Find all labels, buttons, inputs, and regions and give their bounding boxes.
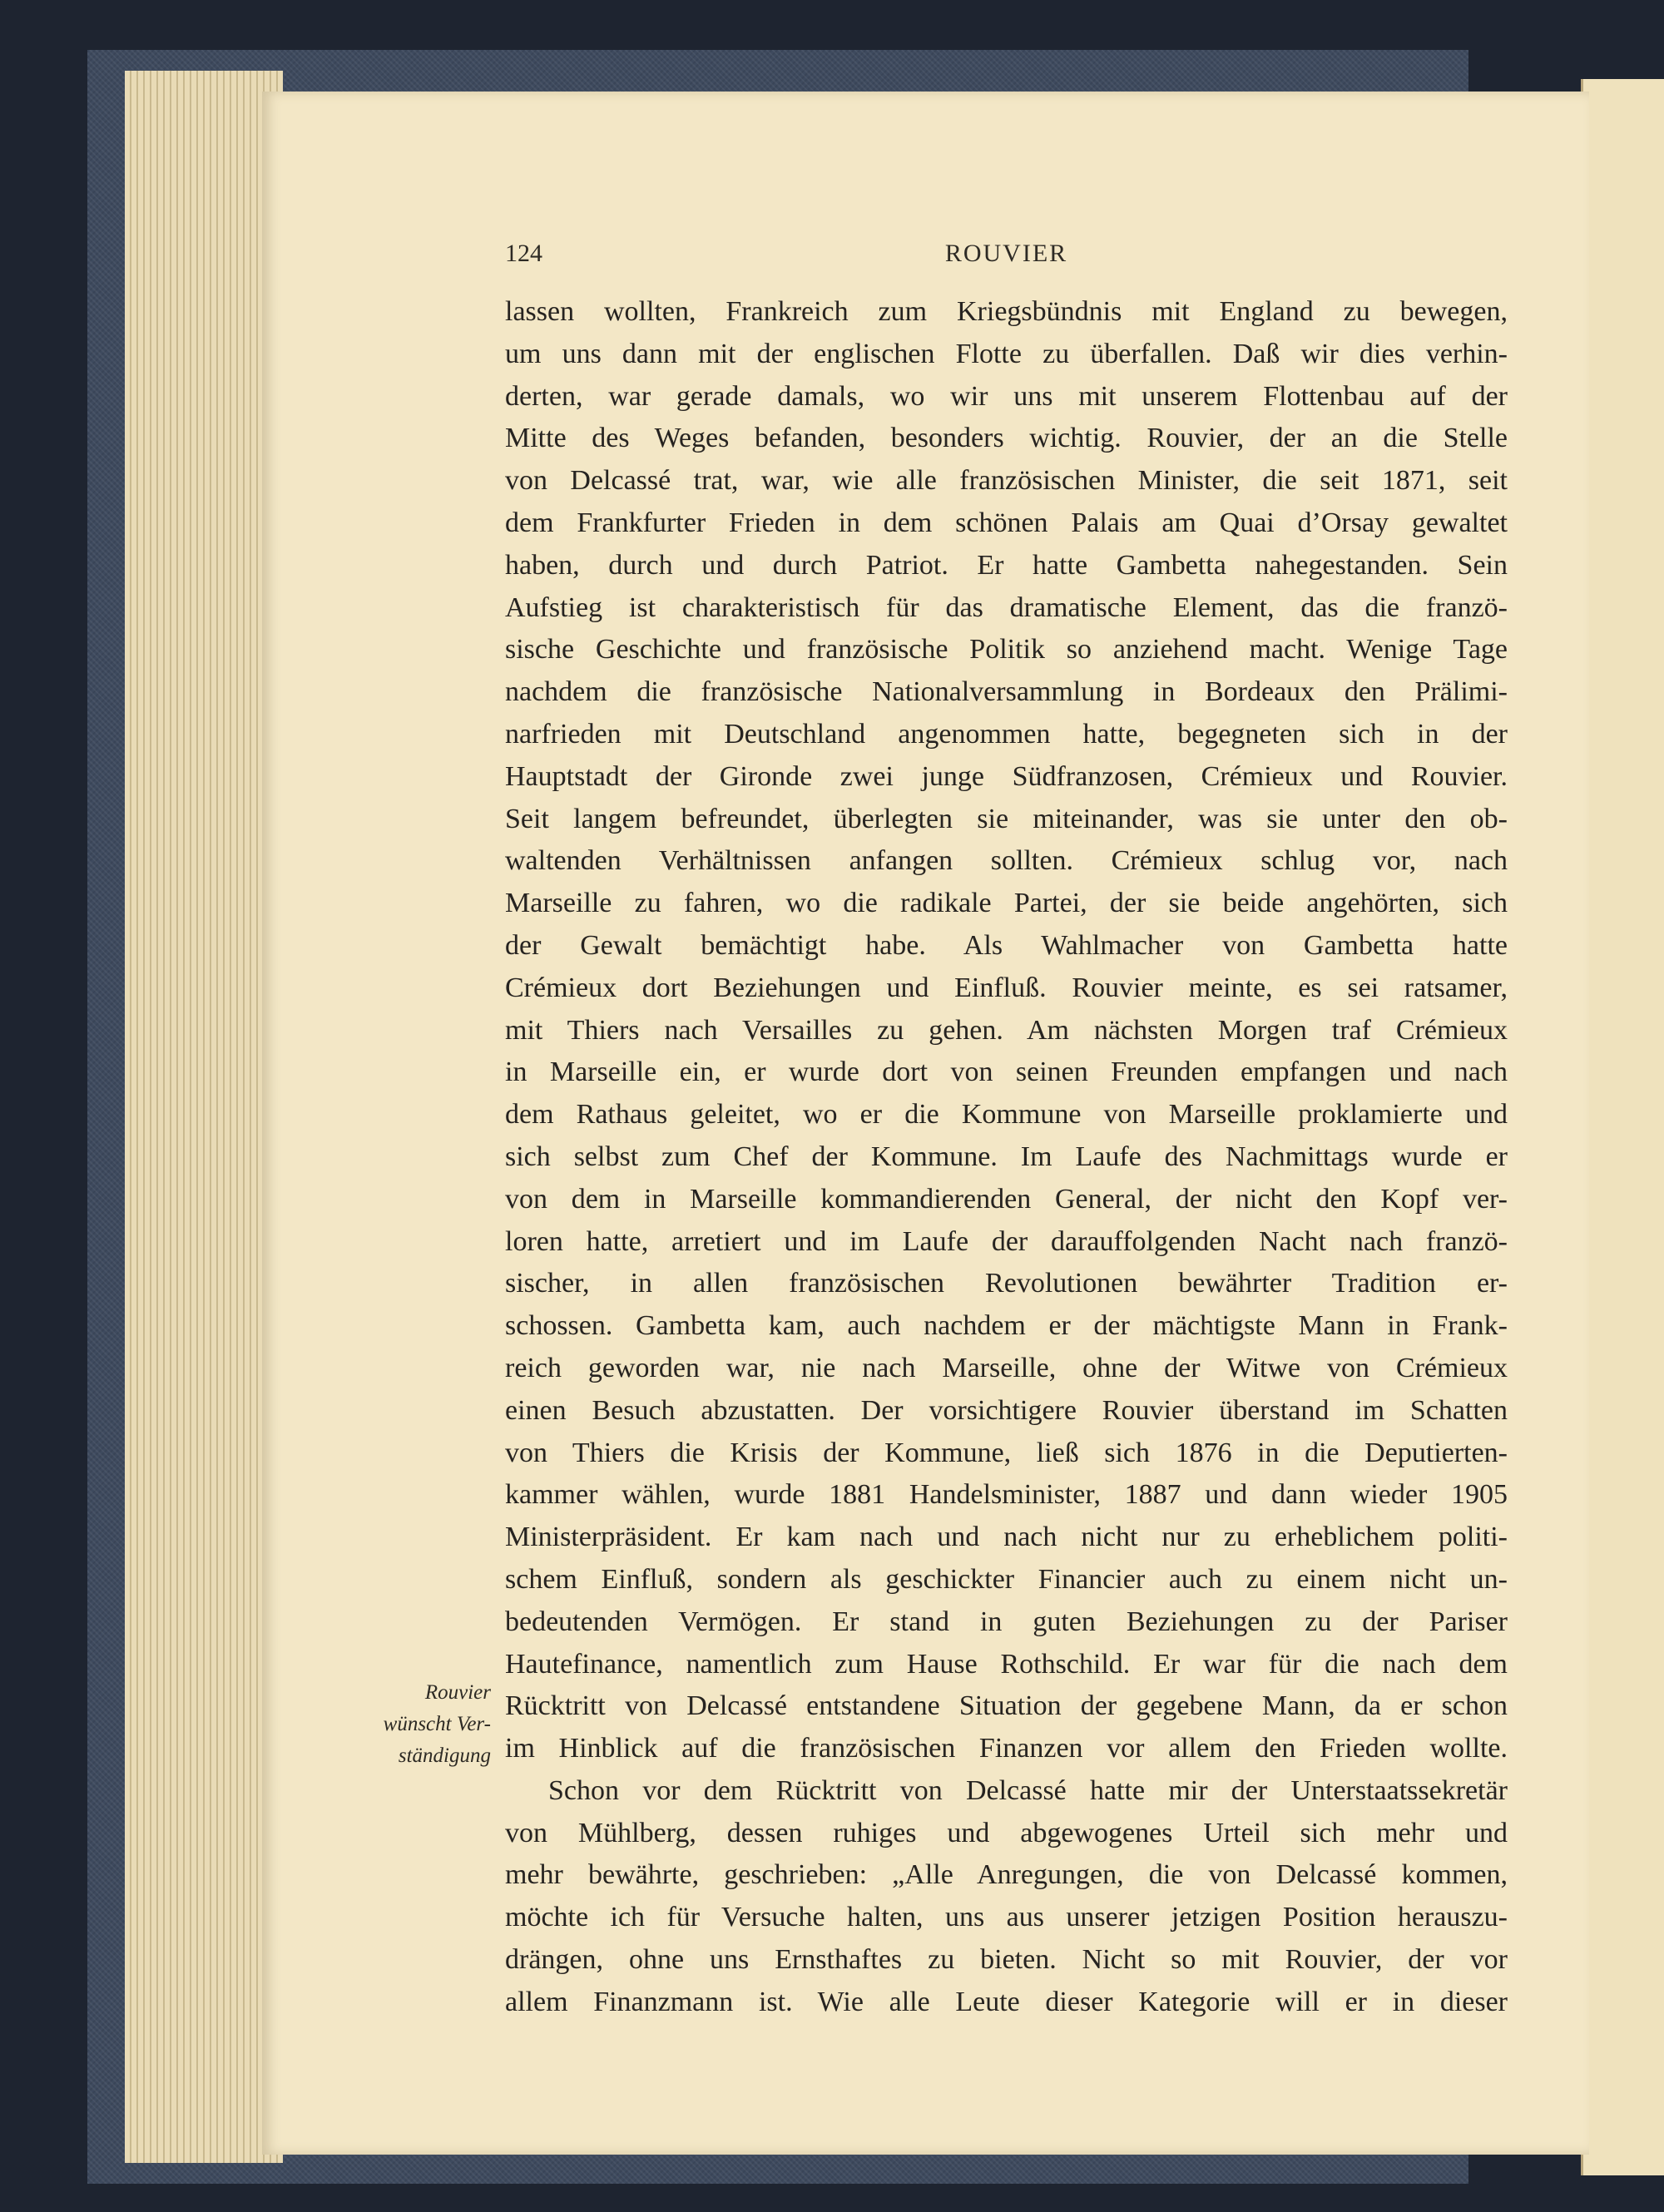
text-line: reich geworden war, nie nach Marseille, ohne der Witwe von Crémieux	[505, 1352, 1508, 1383]
text-line: sischer, in allen französischen Revolutionen bewährter Tradition er-	[505, 1268, 1508, 1299]
text-line: waltenden Verhältnissen anfangen sollten. Crémieux schlug vor, nach	[505, 845, 1508, 877]
text-line: drängen, ohne uns Ernsthaftes zu bieten. Nicht so mit Rouvier, der vor	[505, 1944, 1508, 1976]
text-line: Crémieux dort Beziehungen und Einfluß. Rouvier meinte, es sei ratsamer,	[505, 972, 1508, 1003]
text-line: dem Frankfurter Frieden in dem schönen Palais am Quai d’Orsay gewaltet	[505, 507, 1508, 538]
running-head: ROUVIER	[944, 240, 1068, 267]
text-line: sich selbst zum Chef der Kommune. Im Laufe des Nachmittags wurde er	[505, 1141, 1508, 1172]
text-line: derten, war gerade damals, wo wir uns mit unserem Flottenbau auf der	[505, 380, 1508, 412]
text-line: Rücktritt von Delcassé entstandene Situation der gegebene Mann, da er schon	[505, 1690, 1508, 1722]
text-line: Seit langem befreundet, überlegten sie miteinander, was sie unter den ob-	[505, 803, 1508, 834]
text-line: einen Besuch abzustatten. Der vorsichtigere Rouvier überstand im Schatten	[505, 1394, 1508, 1426]
text-line: Hauptstadt der Gironde zwei junge Südfranzosen, Crémieux und Rouvier.	[505, 760, 1508, 792]
body-text	[505, 291, 1508, 2024]
text-line: lassen wollten, Frankreich zum Kriegsbündnis mit England zu bewegen,	[505, 296, 1508, 327]
margin-note-line: wünscht Ver-	[383, 1713, 491, 1735]
text-line: narfrieden mit Deutschland angenommen hatte, begegneten sich in der	[505, 718, 1508, 750]
page-number: 124	[505, 240, 542, 267]
text-line: Hautefinance, namentlich zum Hause Rothschild. Er war für die nach dem	[505, 1648, 1508, 1680]
page-edges	[125, 71, 283, 2163]
text-line: in Marseille ein, er wurde dort von seinen Freunden empfangen und nach	[505, 1057, 1508, 1088]
text-line: Schon vor dem Rücktritt von Delcassé hatte mir der Unterstaatssekretär	[548, 1774, 1508, 1806]
book-page	[262, 92, 1589, 2155]
page-header	[505, 240, 1508, 273]
text-line: Aufstieg ist charakteristisch für das dramatische Element, das die franzö-	[505, 591, 1508, 623]
text-line: um uns dann mit der englischen Flotte zu überfallen. Daß wir dies verhin-	[505, 338, 1508, 369]
text-line: im Hinblick auf die französischen Finanzen vor allem den Frieden wollte.	[505, 1733, 1508, 1764]
margin-note	[358, 1677, 491, 1772]
text-line: Ministerpräsident. Er kam nach und nach nicht nur zu erheblichem politi-	[505, 1522, 1508, 1553]
text-line: von Mühlberg, dessen ruhiges und abgewogenes Urteil sich mehr und	[505, 1817, 1508, 1848]
text-line: kammer wählen, wurde 1881 Handelsminister, 1887 und dann wieder 1905	[505, 1479, 1508, 1511]
text-line: von dem in Marseille kommandierenden General, der nicht den Kopf ver-	[505, 1183, 1508, 1215]
text-line: Marseille zu fahren, wo die radikale Partei, der sie beide angehörten, sich	[505, 888, 1508, 919]
text-line: von Thiers die Krisis der Kommune, ließ sich 1876 in die Deputierten-	[505, 1437, 1508, 1468]
text-line: dem Rathaus geleitet, wo er die Kommune von Marseille proklamierte und	[505, 1099, 1508, 1131]
text-line: sische Geschichte und französische Politik so anziehend macht. Wenige Tage	[505, 634, 1508, 666]
text-line: mehr bewährte, geschrieben: „Alle Anregungen, die von Delcassé kommen,	[505, 1859, 1508, 1891]
text-line: Mitte des Weges befanden, besonders wichtig. Rouvier, der an die Stelle	[505, 423, 1508, 454]
text-line: von Delcassé trat, war, wie alle französischen Minister, die seit 1871, seit	[505, 465, 1508, 497]
text-line: möchte ich für Versuche halten, uns aus unserer jetzigen Position herauszu-	[505, 1902, 1508, 1933]
text-line: schossen. Gambetta kam, auch nachdem er der mächtigste Mann in Frank-	[505, 1310, 1508, 1342]
margin-note-line: ständigung	[398, 1744, 491, 1767]
margin-note-line: Rouvier	[424, 1681, 491, 1704]
facing-page-edge	[1581, 79, 1664, 2175]
text-line: der Gewalt bemächtigt habe. Als Wahlmacher von Gambetta hatte	[505, 929, 1508, 961]
text-line: haben, durch und durch Patriot. Er hatte Gambetta nahegestanden. Sein	[505, 549, 1508, 581]
text-line: allem Finanzmann ist. Wie alle Leute dieser Kategorie will er in dieser	[505, 1986, 1508, 2017]
text-line: mit Thiers nach Versailles zu gehen. Am nächsten Morgen traf Crémieux	[505, 1014, 1508, 1046]
text-line: schem Einfluß, sondern als geschickter Financier auch zu einem nicht un-	[505, 1563, 1508, 1595]
text-line: loren hatte, arretiert und im Laufe der darauffolgenden Nacht nach franzö-	[505, 1225, 1508, 1257]
text-line: bedeutenden Vermögen. Er stand in guten Beziehungen zu der Pariser	[505, 1606, 1508, 1637]
text-line: nachdem die französische Nationalversammlung in Bordeaux den Prälimi-	[505, 676, 1508, 708]
